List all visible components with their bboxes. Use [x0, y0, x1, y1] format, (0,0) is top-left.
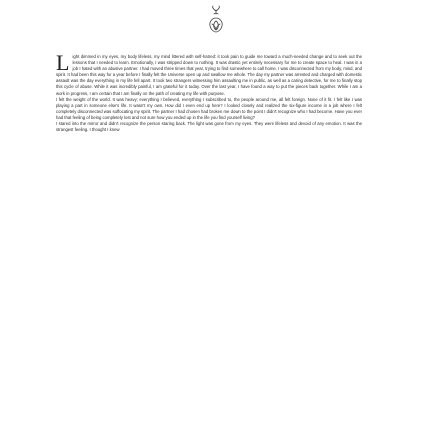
drop-cap: L	[56, 50, 70, 75]
opening-paragraph	[56, 50, 362, 97]
body-paragraph: I felt the weight of the world. It was heavy; everything I believed, everything I subscribed to, the people around me, all felt foreign. None of it fit. I felt like I was playing a part in someone else's life. It wasn't my own. How did I even end up here? I looked closely and realized the six-figure income in a job where I felt completely disconnected was suffocating my spirit. The partner I had chosen had broken me down to the point I didn't recognize who I had become. Have you ever had that feeling of being completely lost and not sure how you ended up in the life you find yourself living?	[56, 96, 362, 120]
paragraph-text: ight dimmed in my eyes, my body lifeless, my mind littered with self-hatred: it took pain to guide me toward a much-needed change and to seek out the lessons that I needed to learn. Emotionally, I was stripped down to nothing. It was drastic yet entirely necessary for me to create space to heal. I was in a job I hated with an abusive partner. I had moved three times that year, trying to find somewhere to call home. I was disconnected from my body, mind, and spirit. It had been this way for a year before I finally felt the Universe open up and swallow me whole. The day my partner was arrested and charged with domestic assault was the day everything in my life fell apart. It took two strangers witnessing him assaulting me in public, as well as a caring detective, for me to finally stop this cycle of abuse. While it was incredibly painful, I am grateful for it today. Over the last year, I have found a way to put the pieces back together. While I am a work in progress, I am certain that I am finally on the path of creating my life with purpose.	[56, 54, 362, 96]
body-paragraph: I stared into the mirror and didn't recognize the person staring back. The light was gone from my eyes. They were lifeless and devoid of any emotion. It was the strangest feeling. I thought I knew	[56, 121, 362, 133]
article-body	[56, 50, 362, 133]
lotus-ornament-icon	[207, 5, 225, 49]
